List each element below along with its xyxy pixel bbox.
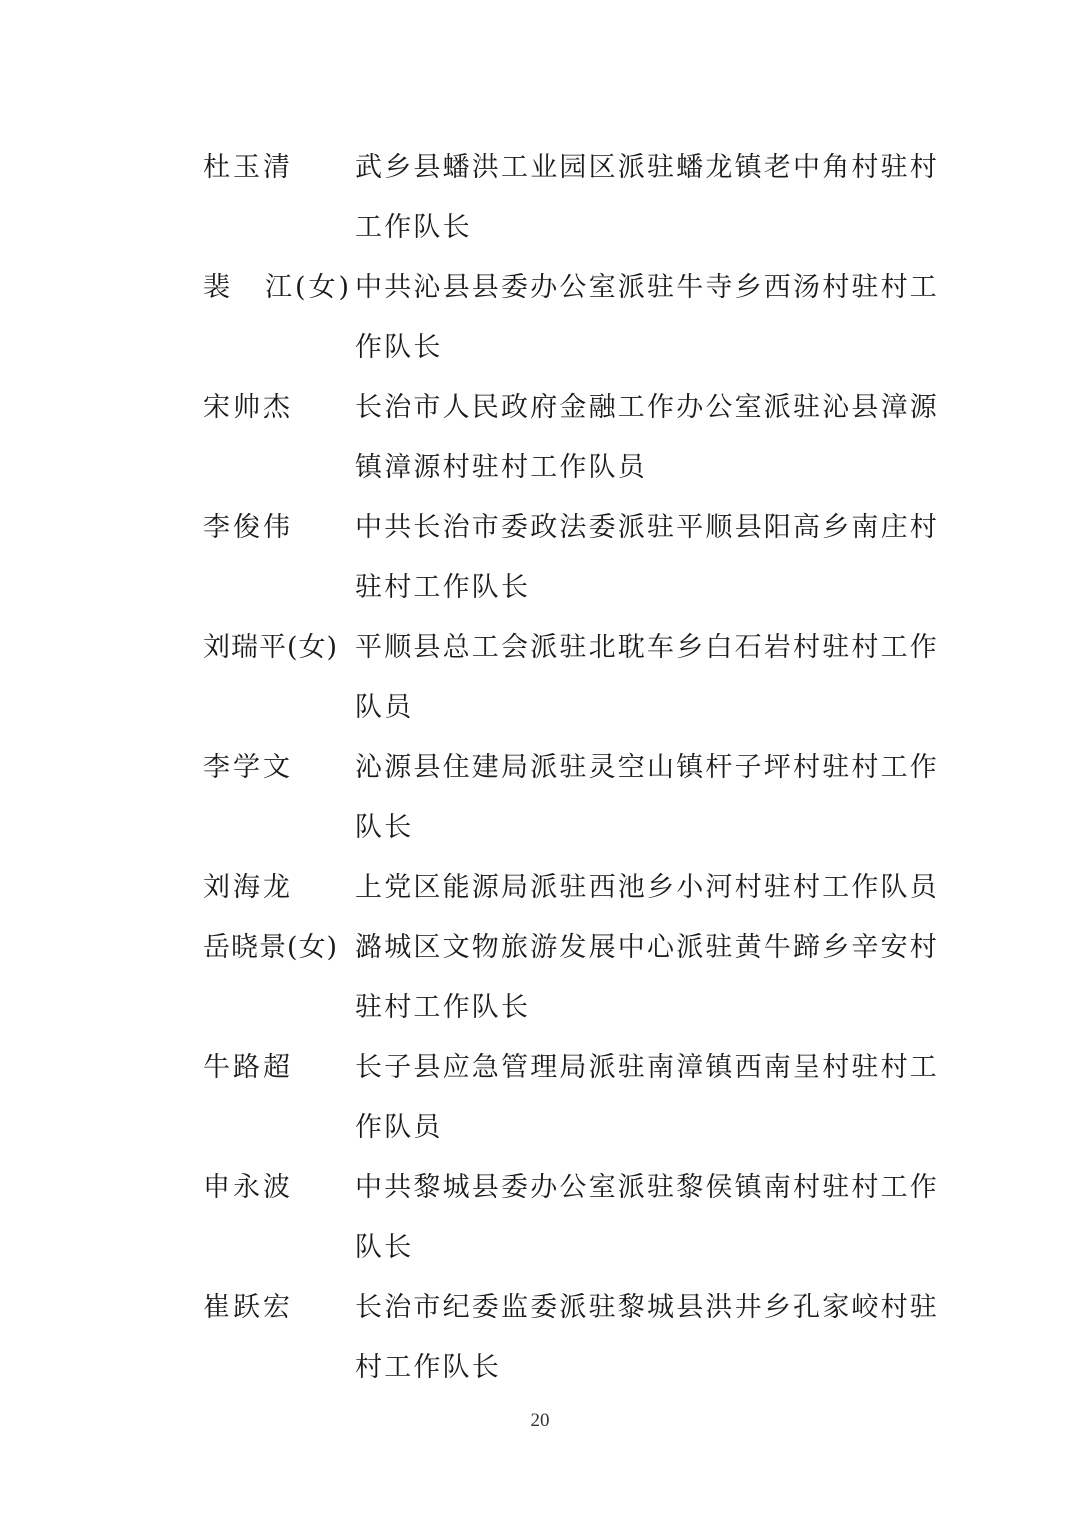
person-name: 岳晓景(女) (203, 932, 339, 963)
page-number: 20 (530, 1410, 550, 1431)
list-item (203, 378, 943, 498)
description-line: 中共黎城县委办公室派驻黎侯镇南村驻村工作 (355, 1172, 939, 1203)
description-line: 上党区能源局派驻西池乡小河村驻村工作队员 (355, 872, 939, 903)
personnel-list (203, 138, 943, 1398)
list-item (203, 858, 943, 918)
assignment-description (355, 138, 939, 258)
description-line: 队长 (355, 812, 414, 843)
assignment-description (355, 258, 939, 378)
description-line: 队长 (355, 1232, 414, 1263)
person-name: 牛路超 (203, 1052, 293, 1083)
description-line: 作队长 (355, 332, 443, 363)
list-item (203, 1158, 943, 1278)
assignment-description (355, 618, 939, 738)
description-line: 潞城区文物旅游发展中心派驻黄牛蹄乡辛安村 (355, 932, 939, 963)
list-item (203, 618, 943, 738)
assignment-description (355, 858, 939, 918)
description-line: 村工作队长 (355, 1352, 501, 1383)
description-line: 长子县应急管理局派驻南漳镇西南呈村驻村工 (355, 1052, 939, 1083)
description-line: 驻村工作队长 (355, 992, 531, 1023)
list-item (203, 258, 943, 378)
list-item (203, 738, 943, 858)
description-line: 中共沁县县委办公室派驻牛寺乡西汤村驻村工 (355, 272, 939, 303)
person-name: 申永波 (203, 1172, 293, 1203)
person-name (203, 258, 355, 318)
assignment-description (355, 738, 939, 858)
description-line: 长治市人民政府金融工作办公室派驻沁县漳源 (355, 392, 939, 423)
name-given: 江(女) (265, 272, 353, 303)
description-line: 长治市纪委监委派驻黎城县洪井乡孔家峧村驻 (355, 1292, 939, 1323)
assignment-description (355, 1278, 939, 1398)
assignment-description (355, 498, 939, 618)
person-name: 崔跃宏 (203, 1292, 293, 1323)
description-line: 平顺县总工会派驻北耽车乡白石岩村驻村工作 (355, 632, 939, 663)
list-item (203, 1038, 943, 1158)
list-item (203, 1278, 943, 1398)
person-name: 刘瑞平(女) (203, 632, 339, 663)
assignment-description (355, 1158, 939, 1278)
list-item (203, 138, 943, 258)
description-line: 镇漳源村驻村工作队员 (355, 452, 647, 483)
name-surname: 裴 (203, 272, 233, 303)
person-name: 李学文 (203, 752, 293, 783)
description-line: 武乡县蟠洪工业园区派驻蟠龙镇老中角村驻村 (355, 152, 939, 183)
person-name: 李俊伟 (203, 512, 293, 543)
description-line: 队员 (355, 692, 414, 723)
description-line: 沁源县住建局派驻灵空山镇杆子坪村驻村工作 (355, 752, 939, 783)
description-line: 工作队长 (355, 212, 472, 243)
person-name: 杜玉清 (203, 152, 293, 183)
list-item (203, 918, 943, 1038)
description-line: 驻村工作队长 (355, 572, 531, 603)
assignment-description (355, 1038, 939, 1158)
assignment-description (355, 378, 939, 498)
person-name: 刘海龙 (203, 872, 293, 903)
list-item (203, 498, 943, 618)
assignment-description (355, 918, 939, 1038)
description-line: 作队员 (355, 1112, 443, 1143)
description-line: 中共长治市委政法委派驻平顺县阳高乡南庄村 (355, 512, 939, 543)
person-name: 宋帅杰 (203, 392, 293, 423)
